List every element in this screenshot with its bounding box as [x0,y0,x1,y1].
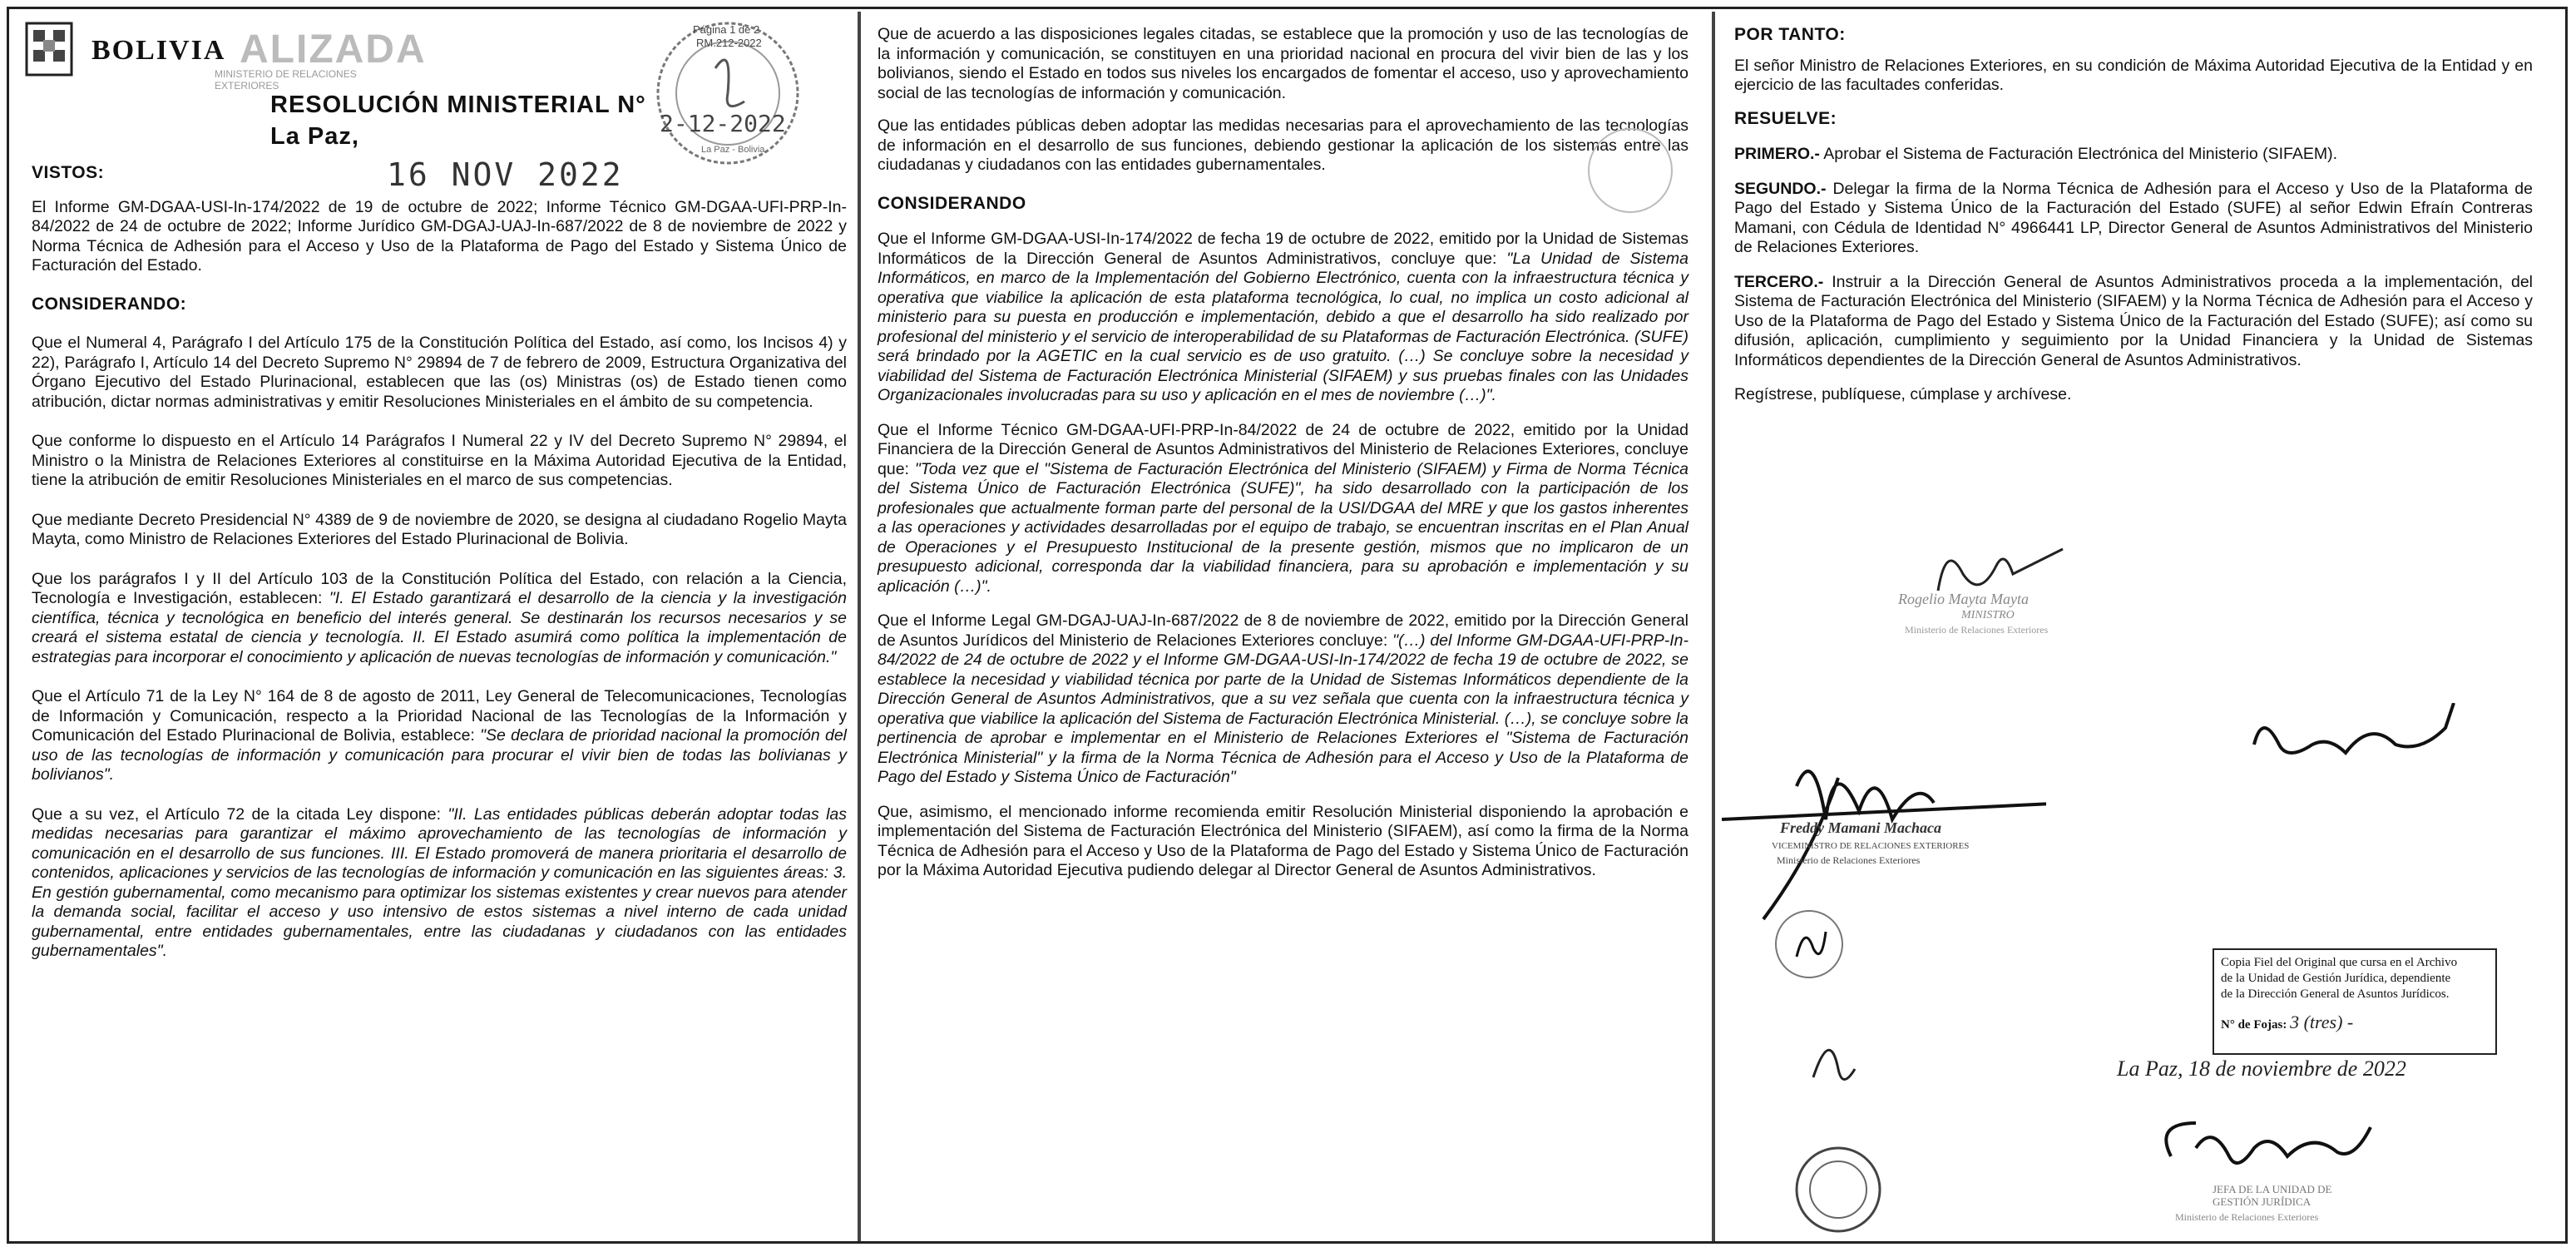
stamp-code: RM.212-2022 [696,37,762,49]
signatory-org: Ministerio de Relaciones Exteriores [2175,1211,2319,1223]
paragraph: Que mediante Decreto Presidencial N° 4389 de 9 de noviembre de 2020, se designa al ciudadano Rogelio Mayta Mayta, como Ministro de Relaciones Exteriores del Estado Plurinacional de Bolivia. [32,510,847,548]
article-label: TERCERO.- [1734,272,1824,291]
stamp-date: 2-12-2022 [660,110,786,137]
date-stamp: 16 NOV 2022 [387,156,624,193]
brand-name: BOLIVIA [91,35,226,66]
stamp-circle-icon [1772,907,1847,982]
signatory-role: MINISTRO [1961,609,2015,621]
paragraph: El señor Ministro de Relaciones Exteriores, en su condición de Máxima Autoridad Ejecutiva de la Entidad y en ejercicio de las facultades conferidas. [1734,56,2533,94]
paragraph [878,421,1688,597]
resuelve-heading: RESUELVE: [1734,108,1837,128]
quotation: "I. El Estado garantizará el desarrollo de la ciencia y la investigación científica, técnica y tecnológica en beneficio del interés general. Se destinarán los recursos necesarios y se creará el sistema estatal de ciencia y tecnología. II. El Estado asumirá como política la implementación de estrategias para incorporar el conocimiento y aplicación de nuevas tecnologías de información y comunicación." [32,589,848,666]
article-label: PRIMERO.- [1734,145,1820,163]
watermark-text: ALIZADA [240,27,427,72]
paragraph [878,230,1688,406]
article-primero [1734,145,2533,165]
signature-minister [1888,541,2154,649]
quotation: "(…) del Informe GM-DGAA-UFI-PRP-In-84/2022 de 24 de octubre de 2022 y el Informe GM-DGAA-USI-In-174/2022 de fecha 19 de octubre de 2022, se establece la necesidad y viabilidad técnica por parte de la Unidad de Sistemas Informáticos dependiente de la Dirección General de Asuntos Administrativos, que a su vez señala que cuenta con la infraestructura técnica y operativa que viabilice la aplicación del Sistema de Facturación Electrónica Ministerial. (…), se concluye sobre la pertinencia de aprobar e implementar en el Ministerio de Relaciones Exteriores el "Sistema de Facturación Electrónica Ministerial" y la firma de la Norma Técnica de Adhesión para el Acceso y Uso de la Plataforma de Pago del Estado y Sistema Único de Facturación" [878,631,1688,786]
quotation: "Toda vez que el "Sistema de Facturación Electrónica del Ministerio (SIFAEM) y Firma de Norma Técnica del Sistema Único de Facturación Electrónica (SUFE)", ha sido desarrollado con la participación de los profesionales que actualmente forman parte del personal de la USI/DGAA del MRE y que los gastos inherentes a las operaciones y actividades desarrolladas por el equipo de trabajo, se encuentran inscritas en el Plan Anual de Operaciones y el Presupuesto Institucional de la presente gestión, mismos que no implicaron de un presupuesto adicional, corresponda dar la viabilidad financiera, para su aprobación e implementación y su aplicación (…)". [878,459,1688,596]
fojas-value: 3 (tres) - [2290,1012,2354,1032]
initials-mark [1797,1019,1863,1094]
column-separator [1712,12,1715,1241]
signatory-org: Ministerio de Relaciones Exteriores [1905,624,2049,636]
signatory-name: Freddy Mamani Machaca [1780,819,1942,836]
paragraph [878,611,1688,788]
signatory-role: VICEMINISTRO DE RELACIONES EXTERIORES [1772,841,1970,851]
quotation: "II. Las entidades públicas deberán adoptar todas las medidas necesarias para garantizar el máximo aprovechamiento de las tecnologías de información y comunicación en el desarrollo de sus funciones. III. El Estado promoverá de manera prioritaria el desarrollo de contenidos, aplicaciones y servicios de las tecnologías de información y comunicación en las siguientes áreas: 3. En gestión gubernamental, como mecanismo para optimizar los sistemas existentes y crear nuevos para atender la demanda social, facilitar el acceso y uso intensivo de estos sistemas a nivel interno de cada unidad gubernamental, entre entidades gubernamentales, entre las ciudadanas y ciudadanos con las entidades gubernamentales". [32,804,847,960]
paragraph: Que, asimismo, el mencionado informe recomienda emitir Resolución Ministerial disponiendo la aprobación e implementación del Sistema de Facturación Electrónica del Ministerio (SIFAEM), así como la firma de la Norma Técnica de Adhesión para el Acceso y Uso de la Plataforma de Pago del Estado y Sistema Único de Facturación por la Máxima Autoridad Ejecutiva pudiendo delegar al Director General de Asuntos Administrativos. [878,802,1688,879]
article-segundo [1734,180,2533,258]
stamp-circle-icon [1792,1144,1884,1235]
column-middle [878,25,1688,881]
paragraph-lead: Que el Artículo 71 de la Ley N° 164 de 8 de agosto de 2011, Ley General de Telecomunicaciones, Tecnologías de Información y Comunicación, respecto a la Prioridad Nacional de las Tecnologías de la Información y Comunicación del Estado Plurinacional de Bolivia, establece: [32,687,847,745]
paragraph-lead: Que a su vez, el Artículo 72 de la citada Ley dispone: [32,804,448,824]
signatory-name: Rogelio Mayta Mayta [1898,591,2029,607]
paragraph: Que de acuerdo a las disposiciones legales citadas, se establece que la promoción y uso de las tecnologías de la información y comunicación, se constituyen en una prioridad nacional en procura del vivir bien de las y los bolivianos, siendo el Estado en todos sus niveles los encargados de fomentar el acceso, uso y aprovechamiento social de las tecnologías de información y comunicación. [878,25,1688,102]
legal-unit-seal [1792,1144,1884,1235]
paragraph-lead: Que los parágrafos I y II del Artículo 103 de la Constitución Política del Estado, con relación a la Ciencia, Tecnología e Investigación, establecen: [32,569,847,607]
watermark-subtitle: MINISTERIO DE RELACIONES EXTERIORES [215,68,357,92]
signatory-role: JEFA DE LA UNIDAD DE GESTIÓN JURÍDICA [2213,1183,2332,1208]
reception-stamp [653,18,803,168]
copy-line: de la Dirección General de Asuntos Jurídicos. [2221,987,2450,1001]
paragraph: Que conforme lo dispuesto en el Artículo 14 Parágrafos I Numeral 22 y IV del Decreto Supremo N° 29894, el Ministro o la Ministra de Relaciones Exteriores al constituirse en la Máxima Autoridad Ejecutiva de la Entidad, tiene la atribución de emitir Resoluciones Ministeriales en el marco de sus competencias. [32,432,847,489]
stamp-page: Página 1 de 2 [693,23,760,36]
column-right [1734,25,2533,405]
resolution-title: RESOLUCIÓN MINISTERIAL N° [270,92,646,118]
vistos-heading: VISTOS: [32,163,105,182]
paragraph-lead: Que el Informe GM-DGAA-USI-In-174/2022 de fecha 19 de octubre de 2022, emitido por la Unidad de Sistemas Informáticos de la Dirección General de Asuntos Administrativos, concluye que: [878,230,1688,268]
por-tanto-heading: POR TANTO: [1734,25,1846,44]
article-text: Aprobar el Sistema de Facturación Electrónica del Ministerio (SIFAEM). [1819,145,2338,163]
paragraph: Que las entidades públicas deben adoptar las medidas necesarias para el aprovechamiento de las tecnologías de información en el desarrollo de sus funciones, debiendo gestionar la aplicación de los sistemas entre las ciudadanas y ciudadanos con las entidades gubernamentales. [878,116,1688,174]
quotation: "La Unidad de Sistema Informáticos, en marco de la Implementación del Gobierno Electrónico, cuenta con la infraestructura técnica y operativa que viabilice la aplicación de esta plataforma tecnológica, lo cual, no implica un costo adicional al ministerio para su puesta en producción e implementación, debido a que el desarrollo ha sido realizado por profesional del ministerio y el servicio de interoperabilidad de su Plataformas de Facturación Electrónica. (SUFE) será brindado por la AGETIC en la cual servicio es de uso gratuito. (…) Se concluye sobre la necesidad y viabilidad del Sistema de Facturación Electrónica Ministerial (SIFAEM) y sus pruebas finales con las Unidades Organizacionales involucradas para su uso y aplicación en el mes de noviembre (…)". [878,249,1688,404]
signature-viceminister [1713,711,2046,936]
handwritten-date: La Paz, 18 de noviembre de 2022 [2117,1057,2406,1081]
article-tercero [1734,273,2533,371]
vistos-text: El Informe GM-DGAA-USI-In-174/2022 de 19 de octubre de 2022; Informe Técnico GM-DGAA-UFI-PRP-In-84/2022 de 24 de octubre de 2022; Informe Jurídico GM-DGAJ-UAJ-In-687/2022 de 8 de noviembre de 2022 y Norma Técnica de Adhesión para el Acceso y Uso de la Plataforma de Pago del Estado y Sistema Único de Facturación del Estado. [32,197,847,275]
certified-copy-box [2213,948,2497,1055]
coat-of-arms-icon [23,20,75,78]
paragraph [32,570,847,668]
stamp-place: La Paz - Bolivia [701,145,765,155]
considerando-heading: CONSIDERANDO: [32,294,187,314]
closing-formula: Regístrese, publíquese, cúmplase y archívese. [1734,385,2072,403]
paragraph-lead: Que el Informe Legal GM-DGAJ-UAJ-In-687/2022 de 8 de noviembre de 2022, emitido por la Dirección General de Asuntos Jurídicos del Ministerio de Relaciones Exteriores concluye: [878,611,1688,650]
signature-third [2246,703,2487,770]
copy-line: de la Unidad de Gestión Jurídica, dependiente [2221,972,2451,985]
article-text: Delegar la firma de la Norma Técnica de Adhesión para el Acceso y Uso de la Plataforma de Pago del Estado y Sistema Único de la Facturación del Estado (SUFE) al señor Edwin Efraín Contreras Mamani, con Cédula de Identidad N° 4966441 LP, Director General de Asuntos Administrativos del Ministerio de Relaciones Exteriores. [1734,179,2533,256]
fojas-label: N° de Fojas: [2221,1018,2287,1032]
considerando-heading: CONSIDERANDO [878,193,1026,213]
initials-seal [1772,907,1847,982]
paragraph [32,805,847,962]
header-logo [23,20,427,92]
signature-scribble-icon [2246,703,2487,770]
column-left [32,163,847,962]
paragraph: Que el Numeral 4, Parágrafo I del Artículo 175 de la Constitución Política del Estado, así como, los Incisos 4) y 22), Parágrafo I, Artículo 14 del Decreto Supremo N° 29894 de 7 de febrero de 2009, Estructura Organizativa del Órgano Ejecutivo del Estado Plurinacional, establecen que las (os) Ministras (os) de Estado tienen como atribución, dictar normas administrativas y emitir Resoluciones Ministeriales en el ámbito de su competencia. [32,334,847,411]
article-text: Instruir a la Dirección General de Asuntos Administrativos proceda a la implementación, del Sistema de Facturación Electrónica del Ministerio (SIFAEM) y la Norma Técnica de Adhesión para el Acceso y Uso de la Plataforma de Pago del Estado y Sistema Único de la Facturación del Estado (SUFE); así como su difusión, aplicación, cumplimiento y seguimiento por la Unidad Financiera y la Unidad de Sistemas Informáticos dependientes de la Dirección General de Asuntos Administrativos. [1734,272,2533,369]
place-label: La Paz, [270,123,359,150]
quotation: "Se declara de prioridad nacional la promoción del uso de las tecnologías de información y comunicación para procurar el vivir bien de todas las bolivianas y bolivianos". [32,726,848,784]
signatory-org: Ministerio de Relaciones Exteriores [1777,854,1921,866]
signature-scribble-icon [1797,1019,1863,1094]
column-separator [858,12,861,1241]
faded-stamp [1585,125,1676,216]
signature-scribble-icon [2138,1106,2437,1181]
fojas-row [2221,1014,2489,1033]
paragraph [32,687,847,785]
stamp-circle-icon [1585,125,1676,216]
article-label: SEGUNDO.- [1734,179,1827,198]
signature-legal-head [2138,1106,2437,1240]
copy-line: Copia Fiel del Original que cursa en el Archivo [2221,956,2458,969]
paragraph-lead: Que el Informe Técnico GM-DGAA-UFI-PRP-In-84/2022 de 24 de octubre de 2022, emitido por la Unidad Financiera de la Dirección General de Asuntos Administrativos del Ministerio de Relaciones Exteriores, concluye que: [878,420,1688,478]
